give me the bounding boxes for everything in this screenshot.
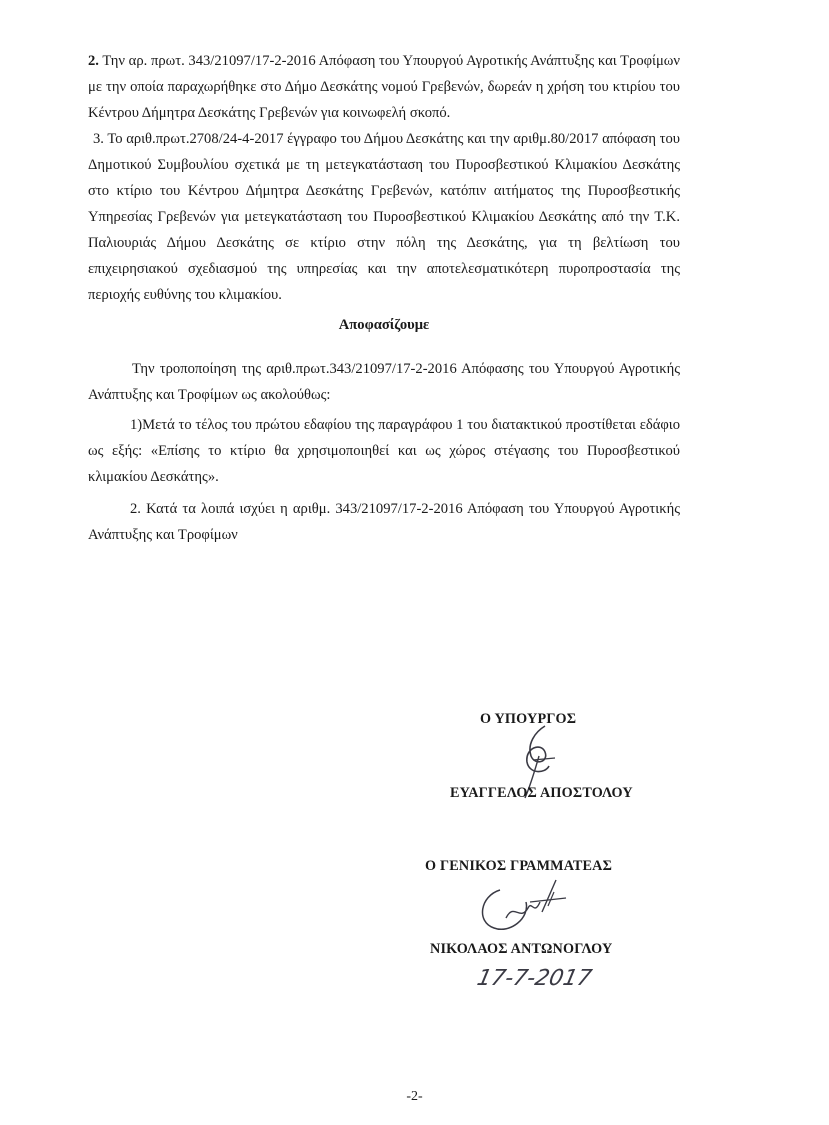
page-number: -2- [406,1089,423,1104]
paragraph-2 [88,48,680,126]
paragraph-2-text: Την αρ. πρωτ. 343/21097/17-2-2016 Απόφαση του Υπουργού Αγροτικής Ανάπτυξης και Τροφίμων με την οποία παραχωρήθηκε στο Δήμο Δεσκάτης νομού Γρεβενών, δωρεάν η χρήση του κτιρίου του Κέντρου Δήμητρα Δεσκάτης Γρεβενών για κοινωφελή σκοπό. [88,53,681,121]
document-body [88,48,680,548]
paragraph-3-text: Το αριθ.πρωτ.2708/24-4-2017 έγγραφο του Δήμου Δεσκάτης και την αριθμ.80/2017 απόφαση του Δημοτικού Συμβουλίου σχετικά με τη μετεγκατάσταση του Πυροσβεστικού Κλιμακίου Δεσκάτης στο κτίριο του Κέντρου Δήμητρα Δεσκάτης Γρεβενών, κατόπιν αιτήματος της Πυροσβεστικής Υπηρεσίας Γρεβενών για μετεγκατάσταση του Πυροσβεστικού Κλιμακίου Δεσκάτης από την Τ.Κ. Παλιουριάς Δήμου Δεσκάτης σε κτίριο στην πόλη της Δεσκάτης, για τη βελτίωση του επιχειρησιακού σχεδιασμού της υπηρεσίας και την αποτελεσματικότερη πυροπροστασία της περιοχής ευθύνης του κλιμακίου. [88,131,680,303]
decision-heading: Αποφασίζουμε [338,317,430,333]
handwritten-date-text: 17-7-2017 [474,965,595,991]
secretary-name-block [430,941,612,958]
decision-item-1: 1)Μετά το τέλος του πρώτου εδαφίου της παραγράφου 1 του διατακτικού προστίθεται εδάφιο ως εξής: «Επίσης το κτίριο θα χρησιμοποιηθεί και ως χώρος στέγασης του Πυροσβεστικού κλιμακίου Δεσκάτης». [88,417,680,485]
minister-title: Ο ΥΠΟΥΡΓΟΣ [480,711,577,727]
paragraph-2-number: 2. [88,53,99,69]
minister-name-block [450,785,633,802]
secretary-title: Ο ΓΕΝΙΚΟΣ ΓΡΑΜΜΑΤΕΑΣ [425,858,613,874]
secretary-name: ΝΙΚΟΛΑΟΣ ΑΝΤΩΝΟΓΛΟΥ [430,941,613,957]
minister-name: ΕΥΑΓΓΕΛΟΣ ΑΠΟΣΤΟΛΟΥ [450,785,633,801]
paragraph-3-number: 3. [93,131,104,147]
handwritten-date [474,957,628,997]
paragraph-3 [88,126,680,308]
decision-item-2: 2. Κατά τα λοιπά ισχύει η αριθμ. 343/21097/17-2-2016 Απόφαση του Υπουργού Αγροτικής Ανάπτυξης και Τροφίμων [88,501,680,543]
decision-intro: Την τροποποίηση της αριθ.πρωτ.343/21097/17-2-2016 Απόφασης του Υπουργού Αγροτικής Ανάπτυξης και Τροφίμων ως ακολούθως: [88,361,680,403]
secretary-signature-icon [470,872,580,952]
